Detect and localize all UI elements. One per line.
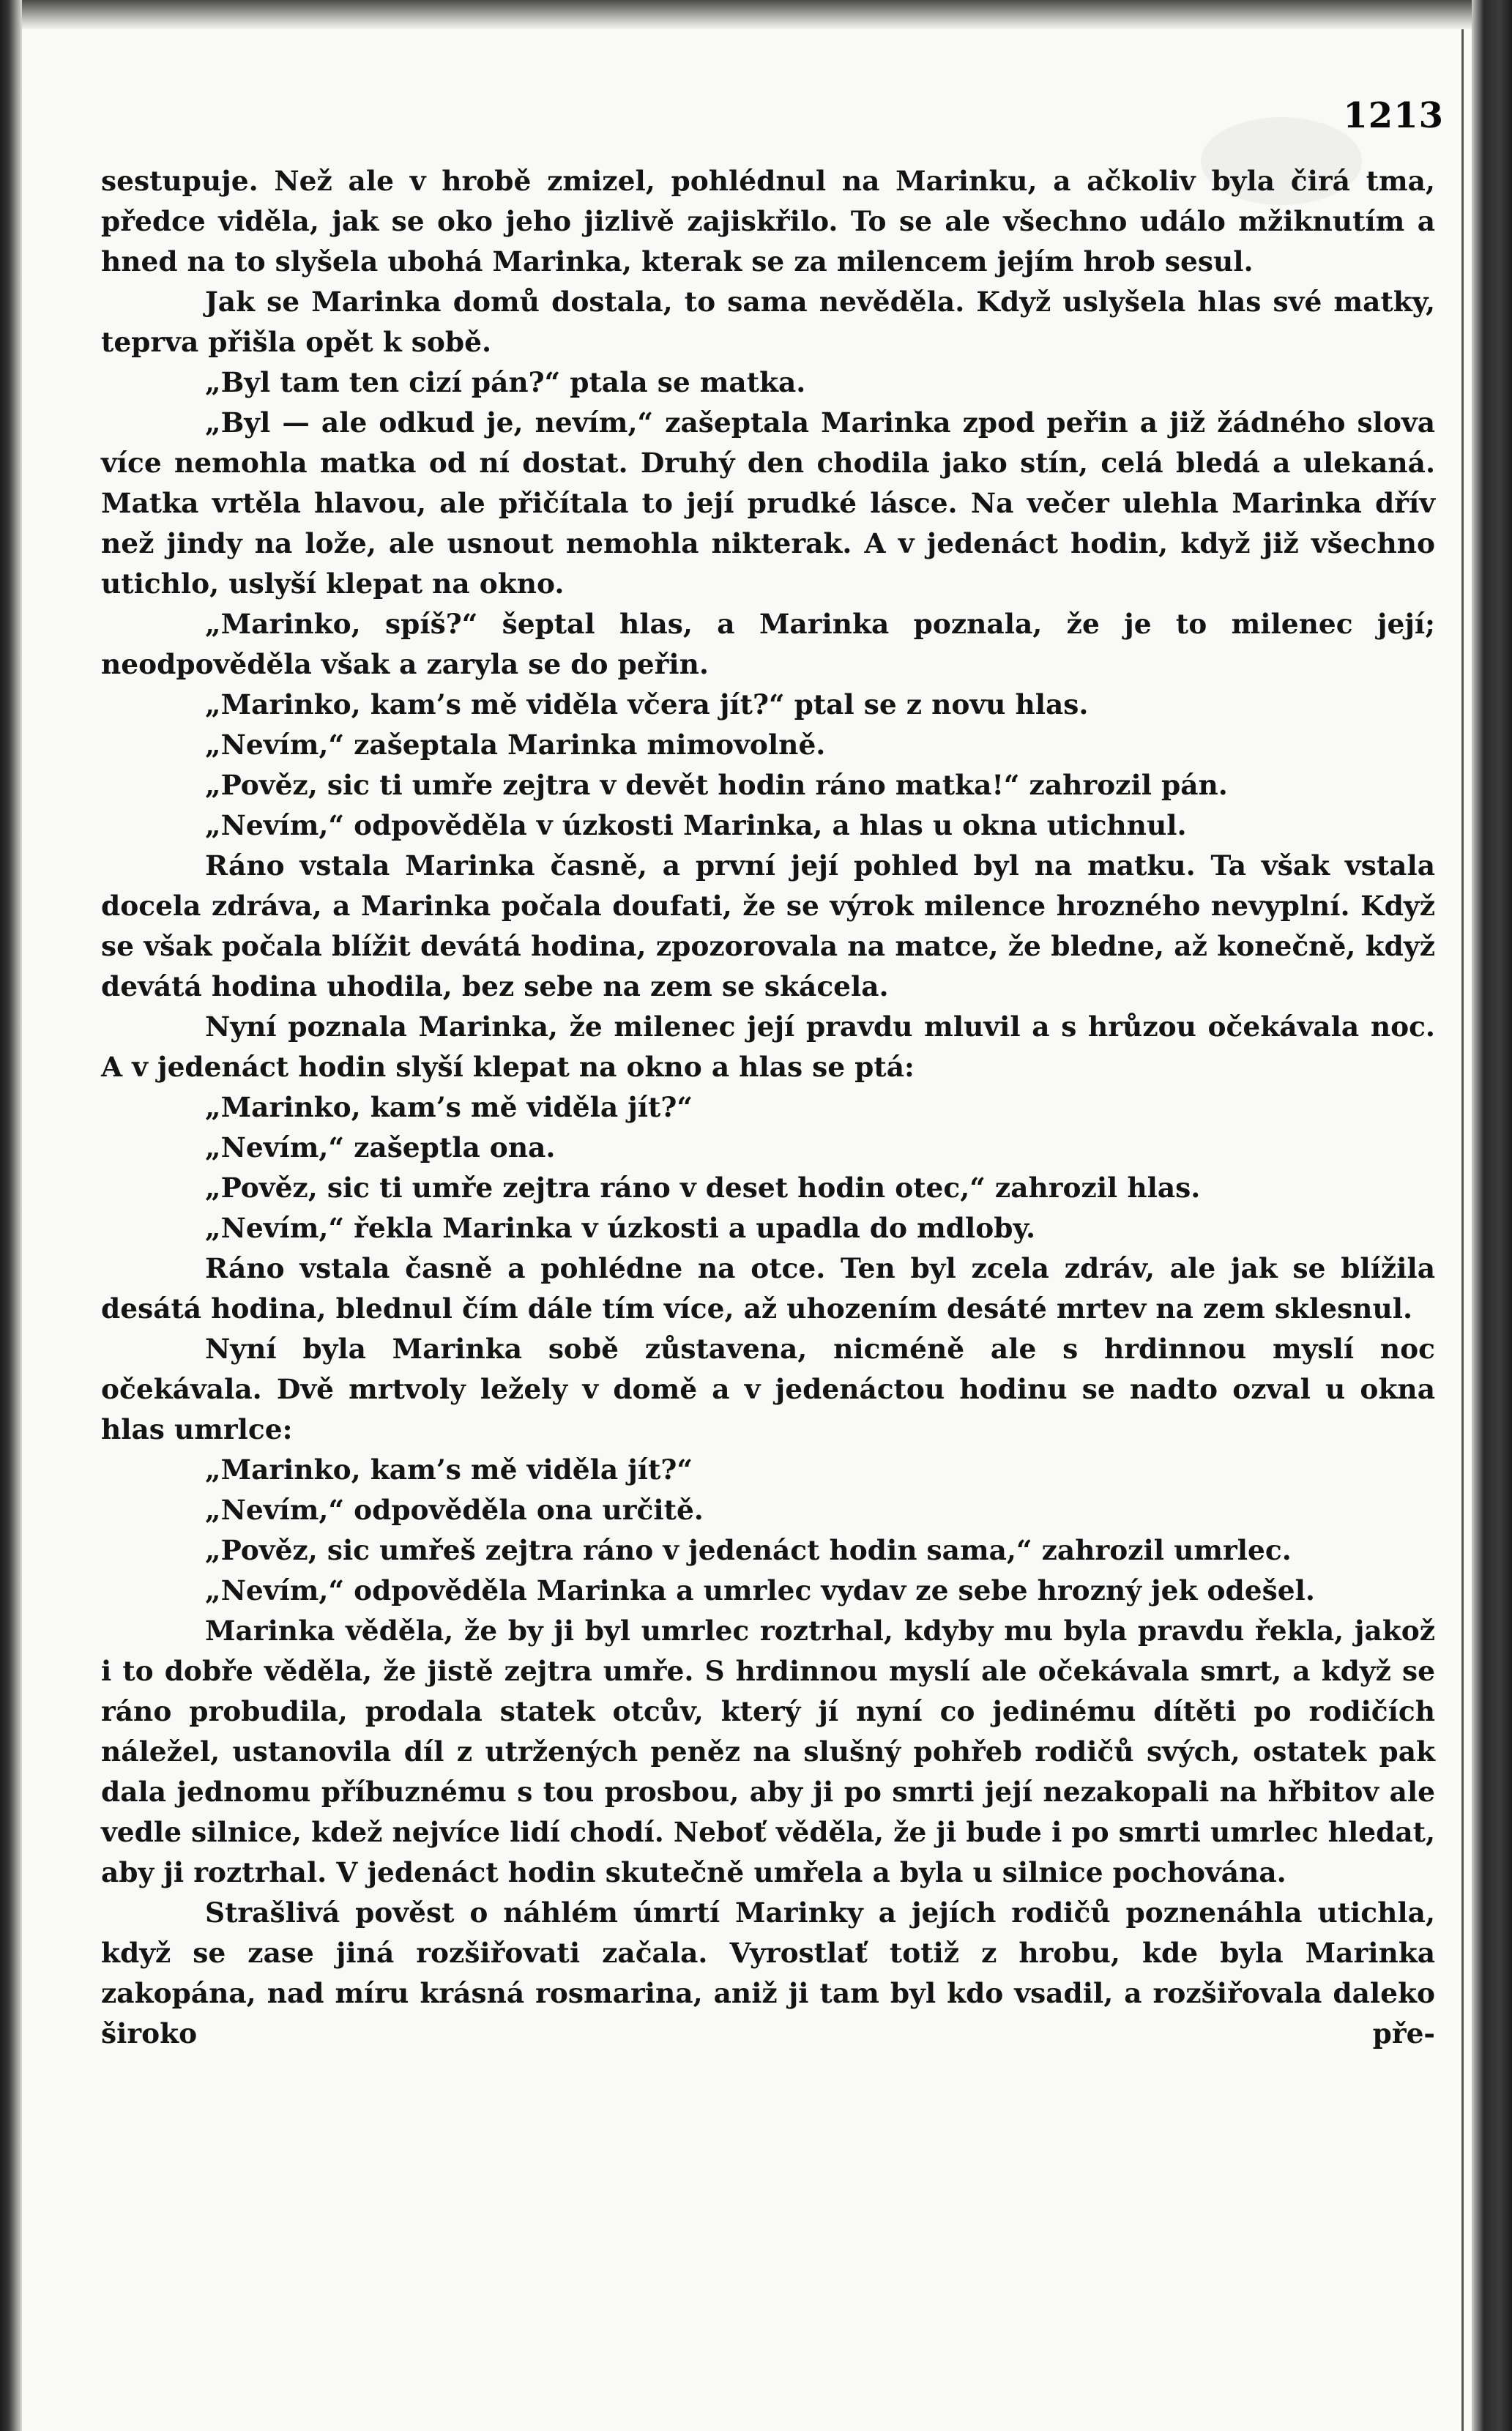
paragraph: sestupuje. Než ale v hrobě zmizel, pohlédnul na Marinku, a ačkoliv byla čirá tma, předce viděla, jak se oko jeho jizlivě zajiskřilo. To se ale všechno událo mžiknutím a hned na to slyšela ubohá Marinka, kterak se za milencem jejím hrob sesul. (101, 165, 1435, 278)
paragraph: Marinka věděla, že by ji byl umrlec roztrhal, kdyby mu byla pravdu řekla, jakož i to dobře věděla, že jistě zejtra umře. S hrdinnou myslí ale očekávala smrt, a když se ráno probudila, prodala statek otcův, který jí nyní co jedinému dítěti po rodičích náležel, ustanovila díl z utržených peněz na slušný pohřeb rodičů svých, ostatek pak dala jednomu příbuznému s tou prosbou, aby ji po smrti její nezakopali na hřbitov ale vedle silnice, kdež nejvíce lidí chodí. Neboť věděla, že ji bude i po smrti umrlec hledat, aby ji roztrhal. V jedenáct hodin skutečně umřela a byla u silnice pochována. (101, 1615, 1435, 1888)
paragraph: „Byl tam ten cizí pán?“ ptala se matka. (205, 366, 806, 398)
paragraph: „Pověz, sic ti umře zejtra v devět hodin ráno matka!“ zahrozil pán. (205, 769, 1228, 801)
scan-edge-top (22, 0, 1472, 29)
paragraph: „Pověz, sic umřeš zejtra ráno v jedenáct hodin sama,“ zahrozil umrlec. (205, 1534, 1292, 1566)
paragraph: Ráno vstala časně a pohlédne na otce. Ten byl zcela zdráv, ale jak se blížila desátá hodina, blednul čím dále tím více, až uhozením desáté mrtev na zem sklesnul. (101, 1252, 1435, 1325)
paragraph: Nyní poznala Marinka, že milenec její pravdu mluvil a s hrůzou očekávala noc. A v jedenáct hodin slyší klepat na okno a hlas se ptá: (101, 1010, 1435, 1083)
paragraph: „Marinko, kam’s mě viděla včera jít?“ ptal se z novu hlas. (205, 688, 1089, 721)
paragraph: Jak se Marinka domů dostala, to sama nevěděla. Když uslyšela hlas své matky, teprva přišla opět k sobě. (101, 286, 1435, 358)
paragraph: „Nevím,“ řekla Marinka v úzkosti a upadla do mdloby. (205, 1212, 1036, 1244)
paragraph: „Nevím,“ odpověděla Marinka a umrlec vydav ze sebe hrozný jek odešel. (205, 1574, 1315, 1607)
scan-edge-right (1472, 0, 1512, 2431)
column-rule (1461, 29, 1464, 2431)
body-text (101, 161, 1435, 2054)
paragraph: „Nevím,“ odpověděla ona určitě. (205, 1494, 704, 1526)
paragraph: „Marinko, kam’s mě viděla jít?“ (205, 1453, 693, 1486)
paragraph: „Marinko, spíš?“ šeptal hlas, a Marinka poznala, že je to milenec její; neodpověděla však a zaryla se do peřin. (101, 608, 1435, 680)
page-number: 1213 (1343, 95, 1444, 136)
scan-edge-left (0, 0, 22, 2431)
paragraph: „Nevím,“ zašeptla ona. (205, 1131, 556, 1164)
paragraph: „Marinko, kam’s mě viděla jít?“ (205, 1091, 693, 1123)
paragraph: „Nevím,“ zašeptala Marinka mimovolně. (205, 729, 826, 761)
paragraph: Ráno vstala Marinka časně, a první její pohled byl na matku. Ta však vstala docela zdráva, a Marinka počala doufati, že se výrok milence hrozného nevyplní. Když se však počala blížit devátá hodina, zpozorovala na matce, že bledne, až konečně, když devátá hodina uhodila, bez sebe na zem se skácela. (101, 849, 1435, 1002)
paragraph: „Pověz, sic ti umře zejtra ráno v deset hodin otec,“ zahrozil hlas. (205, 1172, 1201, 1204)
paragraph: „Nevím,“ odpověděla v úzkosti Marinka, a hlas u okna utichnul. (205, 809, 1187, 841)
paragraph: Strašlivá pověst o náhlém úmrtí Marinky a jejích rodičů poznenáhla utichla, když se zase jiná rozšiřovati začala. Vyrostlať totiž z hrobu, kde byla Marinka zakopána, nad míru krásná rosmarina, aniž ji tam byl kdo vsadil, a rozšiřovala daleko široko pře- (101, 1896, 1435, 2050)
paragraph: Nyní byla Marinka sobě zůstavena, nicméně ale s hrdinnou myslí noc očekávala. Dvě mrtvoly ležely v domě a v jedenáctou hodinu se nadto ozval u okna hlas umrlce: (101, 1333, 1435, 1445)
paragraph: „Byl — ale odkud je, nevím,“ zašeptala Marinka zpod peřin a již žádného slova více nemohla matka od ní dostat. Druhý den chodila jako stín, celá bledá a ulekaná. Matka vrtěla hlavou, ale přičítala to její prudké lásce. Na večer ulehla Marinka dřív než jindy na lože, ale usnout nemohla nikterak. A v jedenáct hodin, když již všechno utichlo, uslyší klepat na okno. (101, 406, 1435, 600)
